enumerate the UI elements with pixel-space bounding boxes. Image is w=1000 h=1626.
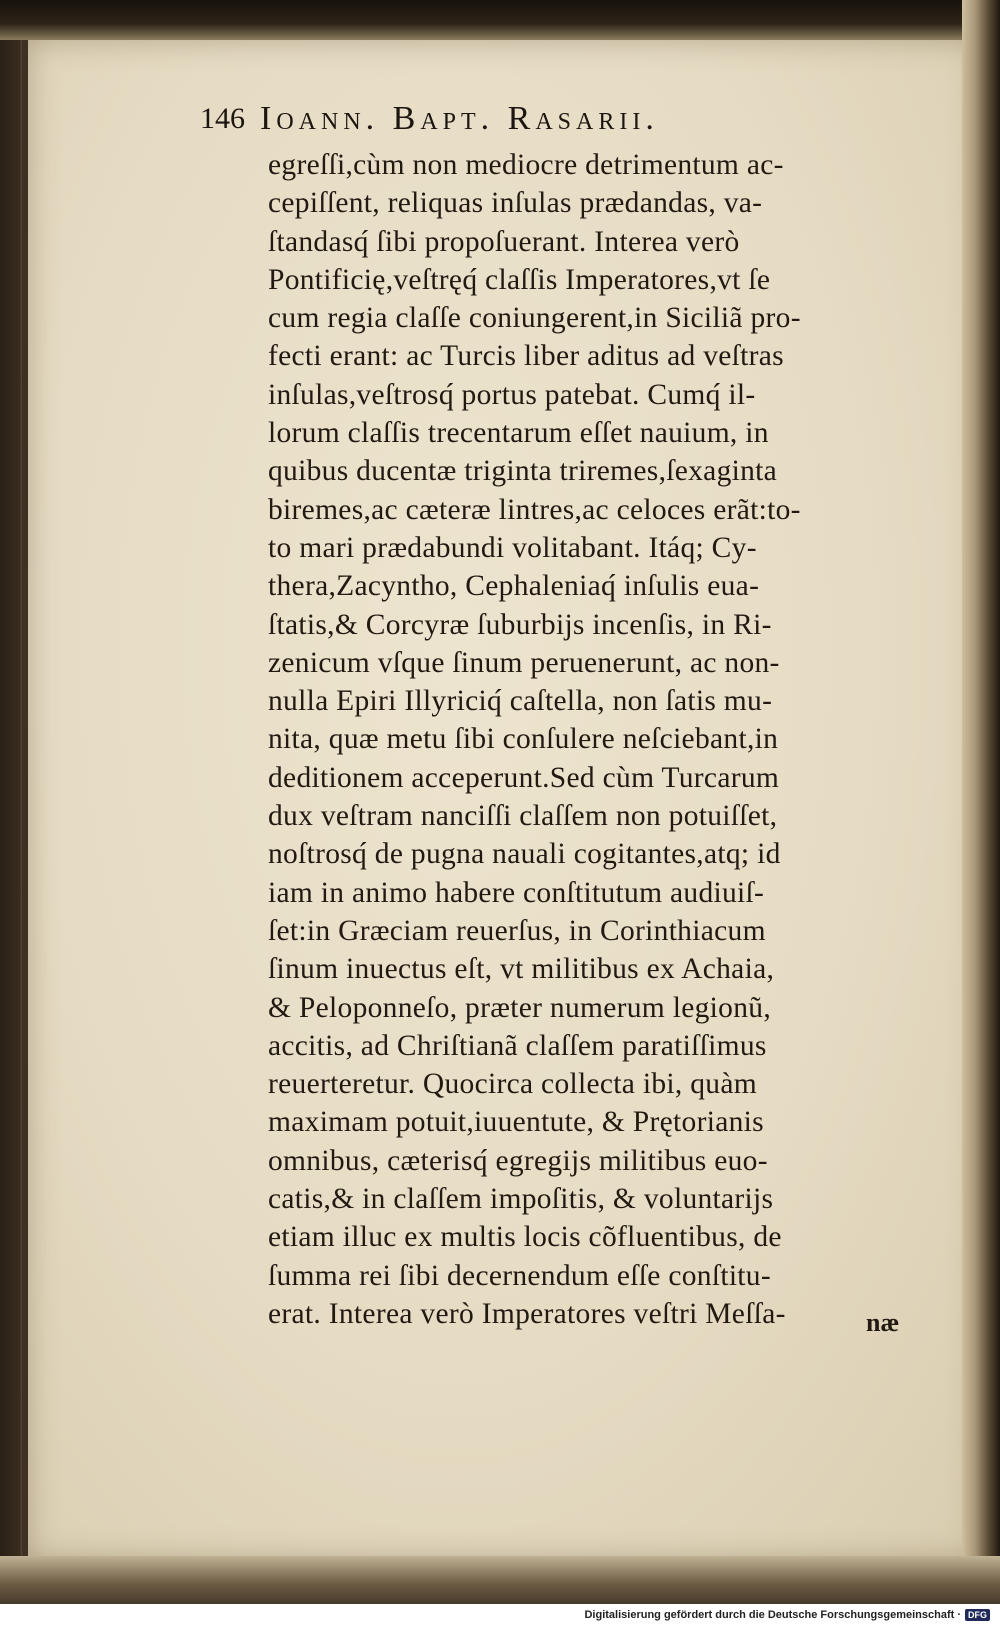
text-line: Pontificię,veſtręq́ claſſis Imperatores,vt ſe: [268, 263, 771, 296]
text-line: ſet:in Græciam reuerſus, in Corinthiacum: [268, 914, 766, 947]
page-number: 146: [200, 102, 245, 135]
text-line: ſtatis,& Corcyræ ſuburbijs incenſis, in Ri-: [268, 608, 772, 641]
text-line: reuerteretur. Quocirca collecta ibi, quàm: [268, 1068, 757, 1101]
text-line: ſtandasq́ ſibi propoſuerant. Interea verò: [268, 225, 740, 258]
text-line: thera,Zacyntho, Cephaleniaq́ inſulis eua-: [268, 570, 760, 603]
scan-top-edge: [0, 0, 1000, 40]
text-line: omnibus, cæterisq́ egregijs militibus euo-: [268, 1144, 768, 1177]
dfg-logo: DFG: [965, 1609, 990, 1621]
text-line: maximam potuit,iuuentute, & Prętorianis: [268, 1106, 764, 1139]
text-line: dux veſtram nanciſſi claſſem non potuiſſet,: [268, 800, 778, 833]
text-line: catis,& in claſſem impoſitis, & voluntarijs: [268, 1183, 774, 1216]
text-line: nita, quæ metu ſibi conſulere neſciebant,in: [268, 723, 779, 756]
running-head: Ioann. Bapt. Rasarii.: [260, 100, 659, 137]
text-line: inſulas,veſtrosq́ portus patebat. Cumq́ il-: [268, 378, 756, 411]
text-line: cum regia claſſe coniungerent,in Siciliã pro-: [268, 302, 801, 335]
text-line: ſumma rei ſibi decernendum eſſe conſtitu-: [268, 1259, 771, 1292]
text-line: accitis, ad Chriſtianã claſſem paratiſſimus: [268, 1029, 767, 1062]
funding-credit: Digitalisierung gefördert durch die Deutsche Forschungsgemeinschaft ·: [584, 1609, 961, 1621]
text-line: to mari prædabundi volitabant. Itáq; Cy-: [268, 531, 757, 564]
page-header: [200, 100, 920, 146]
text-line: fecti erant: ac Turcis liber aditus ad veſtras: [268, 340, 784, 373]
catchword: næ: [866, 1308, 900, 1337]
text-line: egreſſi,cùm non mediocre detrimentum ac-: [268, 149, 784, 181]
text-line: zenicum vſque ſinum peruenerunt, ac non-: [268, 646, 780, 679]
text-line: & Peloponneſo, præter numerum legionũ,: [268, 991, 771, 1024]
text-line: erat. Interea verò Imperatores veſtri Meſſa-: [268, 1297, 786, 1330]
text-line: biremes,ac cæteræ lintres,ac celoces erãt:to-: [268, 493, 801, 526]
footer-bar: [0, 1604, 1000, 1626]
text-line: lorum claſſis trecentarum eſſet nauium, in: [268, 417, 769, 450]
text-line: cepiſſent, reliquas inſulas prædandas, va-: [268, 187, 763, 220]
book-fore-edge: [962, 0, 1000, 1626]
text-line: etiam illuc ex multis locis cõfluentibus, de: [268, 1221, 782, 1254]
text-line: iam in animo habere conſtitutum audiuiſ-: [268, 876, 765, 909]
text-line: noſtrosq́ de pugna nauali cogitantes,atq; id: [268, 838, 781, 871]
text-line: ſinum inuectus eſt, vt militibus ex Achaia,: [268, 953, 775, 986]
text-line: deditionem acceperunt.Sed cùm Turcarum: [268, 761, 780, 794]
body-text: [268, 146, 918, 1333]
text-line: nulla Epiri Illyriciq́ caſtella, non ſatis mu-: [268, 685, 773, 718]
text-line: quibus ducentæ triginta triremes,ſexaginta: [268, 455, 778, 488]
